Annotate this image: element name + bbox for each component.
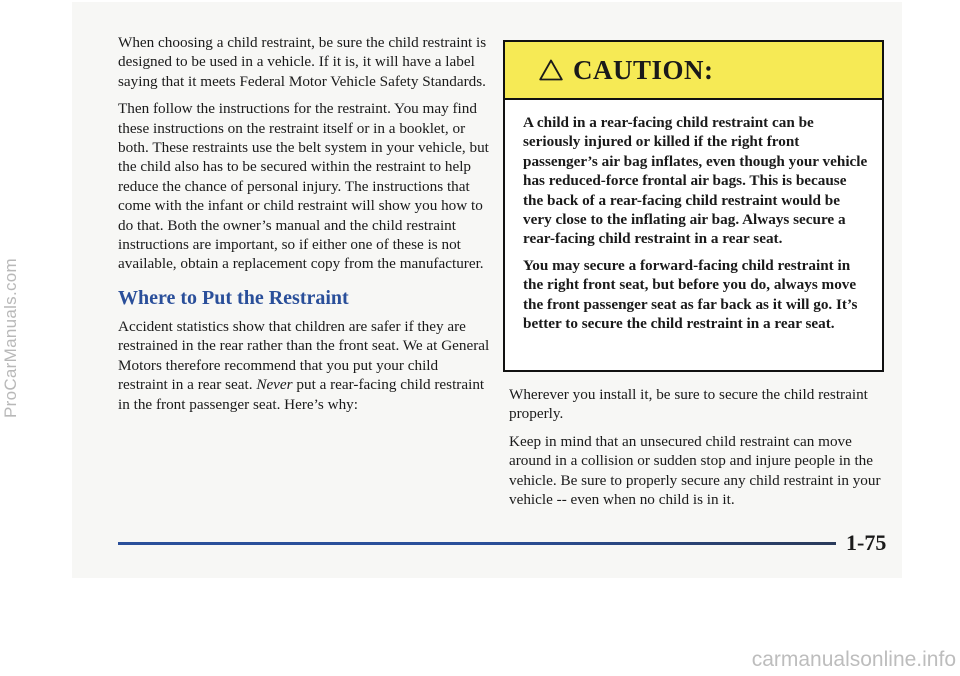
install-paragraph: Wherever you install it, be sure to secure the child restraint properly. xyxy=(509,386,868,423)
statistics-text-start: Accident statistics show that children are safer if they are restrained in the rear rather than the front seat. We at General Motors therefore recommend that you put your child restraint in a rear seat. xyxy=(118,317,490,394)
section-heading: Where to Put the Restraint xyxy=(118,286,349,309)
statistics-text-end: put a rear-facing child restraint in the front passenger seat. Here’s why: xyxy=(118,376,485,413)
bottom-watermark: carmanualsonline.info xyxy=(751,648,956,671)
intro-paragraph: When choosing a child restraint, be sure the child restraint is designed to be used in a vehicle. If it is, it will have a label saying that it meets Federal Motor Vehicle Safety Standards. xyxy=(118,34,487,90)
side-watermark xyxy=(0,0,22,676)
instructions-paragraph: Then follow the instructions for the restraint. You may find these instructions on the restraint itself or in a booklet, or both. These restraints use the belt system in your vehicle, but the child also has to be secured within the restraint to help reduce the chance of personal injury. The instructions that come with the infant or child restraint will show you how to do that. Both the owner’s manual and the child restraint instructions are important, so if either one of these is not available, obtain a replacement copy from the manufacturer. xyxy=(118,100,489,273)
unsecured-paragraph: Keep in mind that an unsecured child restraint can move around in a collision or sudden stop and injure people in the vehicle. Be sure to properly secure any child restraint in your vehicle -- even when no child is in it. xyxy=(509,432,881,509)
caution-header xyxy=(505,42,882,100)
caution-body xyxy=(505,100,882,333)
right-column xyxy=(509,385,887,517)
footer-rule xyxy=(118,542,836,545)
caution-paragraph-forward-facing: You may secure a forward-facing child restraint in the right front seat, but before you do, always move the front passenger seat as far back as it will go. It’s better to secure the child restraint in a rear seat. xyxy=(523,256,858,333)
statistics-paragraph xyxy=(118,317,490,414)
caution-paragraph-rear-facing: A child in a rear-facing child restraint can be seriously injured or killed if the right front passenger’s air bag inflates, even though your vehicle has reduced-force frontal air bags. This is because the back of a rear-facing child restraint would be very close to the inflating air bag. Always secure a rear-facing child restraint in a rear seat. xyxy=(523,114,868,248)
side-watermark-text: ProCarManuals.com xyxy=(1,257,21,419)
caution-title: CAUTION: xyxy=(573,54,714,85)
page-number: 1-75 xyxy=(846,530,887,555)
left-column xyxy=(118,33,490,422)
never-emphasis: Never xyxy=(256,376,293,394)
caution-box xyxy=(503,40,884,372)
warning-triangle-icon xyxy=(539,59,563,81)
